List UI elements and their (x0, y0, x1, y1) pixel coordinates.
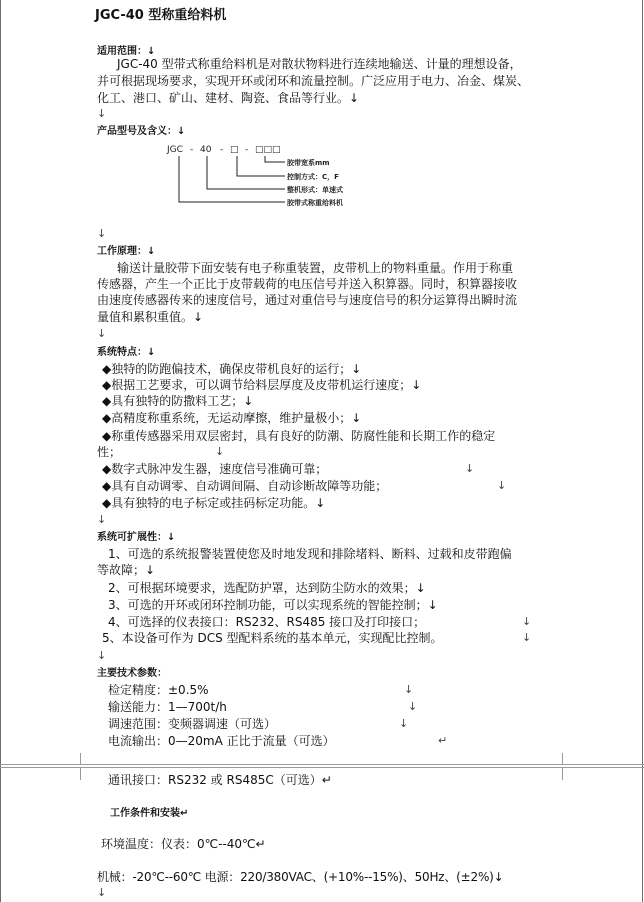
margin-corner-left (80, 753, 81, 765)
paragraph-mark: ↓ (465, 462, 475, 475)
paragraph-mark: ↓ (404, 683, 414, 696)
model-code-width: 40 (200, 145, 212, 155)
paragraph-mark: ↓ (97, 227, 107, 240)
model-code-prefix: JGC (167, 145, 183, 155)
paragraph-mark: ↓ (97, 886, 107, 899)
feature-item-6: ◆数字式脉冲发生器，速度信号准确可靠； (102, 462, 328, 476)
doc-title: JGC-40 型称重给料机 (95, 8, 227, 23)
model-heading: 产品型号及含义：↓ (97, 126, 186, 137)
principle-line-4: 量值和累积重值。↓ (97, 310, 204, 324)
ext-item-3: 3、可选的开环或闭环控制功能，可以实现系统的智能控制；↓ (108, 598, 438, 612)
paragraph-mark: ↓ (215, 445, 225, 458)
comm-interface: 通讯接口：RS232 或 RS485C（可选）↵ (108, 773, 332, 787)
ext-item-2: 2、可根据环境要求，选配防护罩，达到防尘防水的效果；↓ (108, 581, 426, 595)
machine-and-power: 机械：-20℃--60℃ 电源：220/380VAC、(+10%--15%)、50Hz、(±2%)↓ (97, 870, 504, 884)
principle-line-2: 传感器，产生一个正比于皮带载荷的电压信号并送入积算器。同时，积算器接收 (97, 277, 518, 291)
ext-heading: 系统可扩展性：↓ (97, 532, 176, 543)
principle-line-1: 输送计量胶带下面安装有电子称重装置，皮带机上的物料重量。作用于称重 (117, 261, 514, 275)
param-speed-control: 调速范围：变频器调速（可选） (108, 717, 277, 731)
paragraph-mark: ↓ (522, 615, 532, 628)
paragraph-mark: ↓ (97, 327, 107, 340)
param-accuracy: 检定精度：±0.5% (108, 683, 209, 697)
model-code-diagram (165, 140, 365, 220)
return-mark: ↵ (438, 734, 448, 747)
model-code-dash-3: - (245, 145, 249, 155)
features-heading: 系统特点：↓ (97, 347, 156, 358)
feature-item-8: ◆具有独特的电子标定或挂码标定功能。↓ (102, 496, 326, 510)
principle-line-3: 由速度传感器传来的速度信号，通过对重信号与速度信号的积分运算得出瞬时流 (97, 293, 518, 307)
paragraph-mark: ↓ (497, 479, 507, 492)
ext-item-5: 5、本设备可作为 DCS 型配料系统的基本单元，实现配比控制。 (102, 631, 443, 645)
model-code-box-1: □ (230, 145, 239, 155)
margin-corner-left (80, 768, 81, 780)
scope-line-1: JGC-40 型带式称重给料机是对散状物料进行连续地输送、计量的理想设备， (117, 57, 522, 71)
paragraph-mark: ↓ (408, 700, 418, 713)
feature-item-2: ◆根据工艺要求，可以调节给料层厚度及皮带机运行速度；↓ (102, 378, 422, 392)
principle-heading: 工作原理：↓ (97, 246, 156, 257)
feature-item-3: ◆具有独特的防撒料工艺；↓ (102, 394, 254, 408)
param-current-output: 电流输出：0—20mA 正比于流量（可选） (108, 734, 335, 748)
margin-corner-right (562, 753, 563, 765)
model-legend-4: 胶带式称重给料机 (287, 199, 343, 207)
paragraph-mark: ↓ (97, 107, 107, 120)
page-break-top (0, 764, 644, 765)
scope-heading: 适用范围：↓ (97, 46, 156, 57)
scope-line-3: 化工、港口、矿山、建材、陶瓷、食品等行业。↓ (97, 91, 360, 105)
scope-line-2: 并可根据现场要求，实现开环或闭环和流量控制。广泛应用于电力、冶金、煤炭、 (97, 74, 530, 88)
ext-item-1-cont: 等故障；↓ (97, 563, 156, 577)
feature-item-5-cont: 性； (97, 445, 122, 459)
ext-item-4: 4、可选择的仪表接口：RS232、RS485 接口及打印接口； (108, 615, 426, 629)
model-legend-2: 控制方式：C，F (287, 173, 339, 181)
model-code-dash-2: - (220, 145, 224, 155)
model-legend-1: 胶带宽系mm (287, 159, 330, 167)
param-capacity: 输送能力：1—700t/h (108, 700, 227, 714)
cond-heading: 工作条件和安装↵ (110, 808, 189, 819)
params-heading: 主要技术参数： (97, 668, 167, 679)
margin-corner-right (562, 768, 563, 780)
page-break-bottom (0, 767, 644, 768)
feature-item-4: ◆高精度称重系统，无运动摩擦，维护量极小；↓ (102, 411, 362, 425)
paragraph-mark: ↓ (97, 649, 107, 662)
ext-item-1: 1、可选的系统报警装置使您及时地发现和排除堵料、断料、过载和皮带跑偏 (108, 547, 512, 561)
paragraph-mark: ↓ (97, 513, 107, 526)
feature-item-1: ◆独特的防跑偏技术，确保皮带机良好的运行；↓ (102, 362, 362, 376)
model-code-box-3: □□□ (255, 145, 281, 155)
model-code-dash-1: - (190, 145, 194, 155)
env-temperature: 环境温度：仪表：0℃--40℃↵ (101, 837, 266, 851)
feature-item-7: ◆具有自动调零、自动调间隔、自动诊断故障等功能； (102, 479, 388, 493)
model-legend-3: 整机形式：单速式 (287, 186, 343, 194)
paragraph-mark: ↓ (399, 717, 409, 730)
feature-item-5: ◆称重传感器采用双层密封，具有良好的防潮、防腐性能和长期工作的稳定 (102, 429, 496, 443)
paragraph-mark: ↓ (522, 631, 532, 644)
